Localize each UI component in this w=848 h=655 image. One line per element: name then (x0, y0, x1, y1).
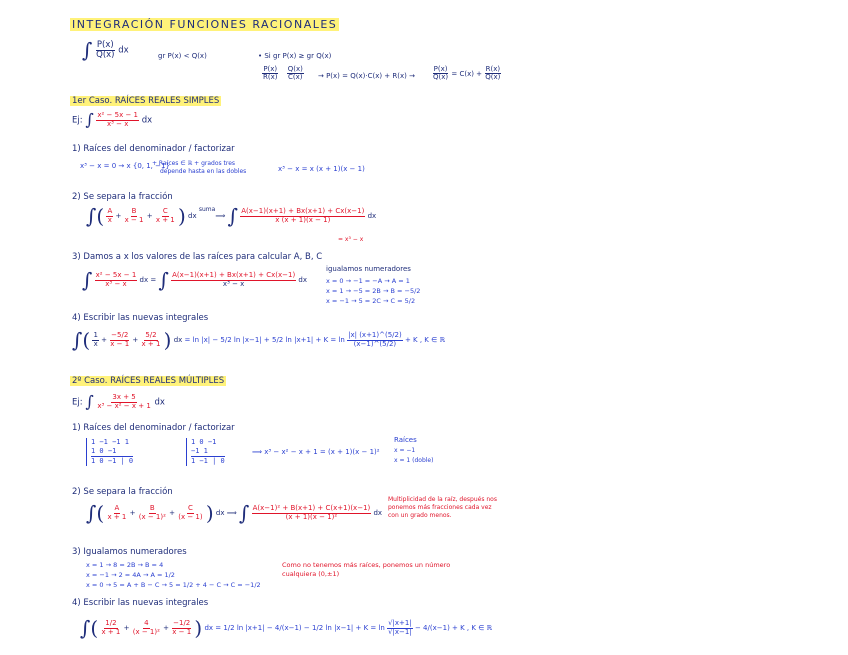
case1-step3: 3) Damos a x los valores de las raíces para calcular A, B, C (72, 252, 323, 262)
case2-step3-r1: x = 1 → 8 = 2B → B = 4 (86, 561, 164, 569)
case2-example: Ej: ∫ $\frac{3x + 5}{\text{x³ − x² − x + 1}}$ dx (72, 392, 165, 411)
case2-step3-note: Como no tenemos más raíces, ponemos un número cualquiera (0,±1) (282, 561, 451, 578)
ruffini-2-row: −1 1 (191, 447, 225, 457)
roots-2: x = 1 (doble) (394, 457, 434, 464)
page-title: INTEGRACIÓN FUNCIONES RACIONALES (72, 18, 338, 31)
intro-integral: ∫ $\frac{P(x)}{Q(x)}$ dx (82, 38, 129, 62)
case1-step4-expr: ∫( $\frac{1}{x}$ + $\frac{-5/2}{x - 1}$ + $\frac{5/2}{x + 1}$ ) dx = ln |x| − 5/2 ln |x−1| + 5/2 ln |x+1| + K = ln $\frac{|x| (x+1)\^{}(5/2)}{(x-1)\^{}(5/2)}$ + K , K ∈ ℝ (72, 328, 445, 352)
case1-step1-fact: x³ − x = x (x + 1)(x − 1) (278, 165, 365, 173)
ruffini-1-row: 1 0 −1 (91, 447, 133, 457)
case1-step3-r3: x = −1 → 5 = 2C → C = 5/2 (326, 297, 416, 305)
case2-step2-expr: ∫( $\frac{A}{x + 1}$ + $\frac{B}{\text{(x − 1)²}}$ + $\frac{C}{(x - 1)}$ ) dx ⟹ ∫ $\frac{\text{A(x−1)² + B(x+1) + C(x+1)(x−1)}}{\text{(x + 1)(x − 1)²}}$ dx (86, 501, 383, 525)
case2-step2-note: Multiplicidad de la raíz, después nos ponemos más fracciones cada vez con un grado menos. (388, 496, 497, 519)
case1-step1: 1) Raíces del denominador / factorizar (72, 144, 235, 154)
ruffini-table-1 (86, 438, 133, 466)
case1-step1-note-a: + Raíces ∈ ℝ + grados tres (152, 160, 236, 167)
case1-step3-expr: ∫ $\frac{\text{x² − 5x − 1}}{\text{x³ − x}}$ dx = ∫ $\frac{A(x-1)(x+1) + Bx(x+1) + Cx(x-1)}{\text{x³ − x}}$ dx (82, 268, 307, 292)
case2-heading: 2º Caso. RAÍCES REALES MÚLTIPLES (72, 376, 225, 386)
intro-identity: → P(x) = Q(x)·C(x) + R(x) → (318, 72, 415, 80)
case1-step2-sub: = x³ − x (338, 236, 364, 243)
case1-step2: 2) Se separa la fracción (72, 192, 173, 202)
case2-step1-fact: ⟹ x³ − x² − x + 1 = (x + 1)(x − 1)² (252, 448, 380, 456)
ruffini-2-row: 1 −1 | 0 (191, 457, 225, 465)
case1-step4: 4) Escribir las nuevas integrales (72, 313, 209, 323)
case2-step2: 2) Se separa la fracción (72, 487, 173, 497)
ruffini-1-row: 1 −1 −1 1 (91, 438, 129, 446)
roots-1: x = −1 (394, 447, 416, 454)
case1-step1-note-b: depende hasta en las dobles (160, 168, 247, 175)
case2-step3-r3: x = 0 → 5 = A + B − C → 5 = 1/2 + 4 − C → C = −1/2 (86, 581, 261, 589)
intro-note-if: • Si gr P(x) ≥ gr Q(x) (258, 52, 332, 60)
case1-step1-eq: x³ − x = 0 → x {0, 1, −1} (80, 162, 170, 170)
case2-step3-r2: x = −1 → 2 = 4A → A = 1/2 (86, 571, 175, 579)
ruffini-table-2 (186, 438, 225, 466)
case2-step1: 1) Raíces del denominador / factorizar (72, 423, 235, 433)
case2-step4: 4) Escribir las nuevas integrales (72, 598, 209, 608)
intro-condition: gr P(x) < Q(x) (158, 52, 207, 60)
ruffini-1-row: 1 0 −1 | 0 (91, 457, 134, 465)
case2-step4-expr: ∫( $\frac{1/2}{x + 1}$ + $\frac{4}{\text{(x − 1)²}}$ + $\frac{-1/2}{x - 1}$ ) dx = 1/2 ln |x+1| − 4/(x−1) − 1/2 ln |x−1| + K = ln $\frac{√|x+1|}{√|x-1|}$ − 4/(x−1) + K , K ∈ ℝ (80, 616, 493, 640)
case1-step2-expr: ∫( $\frac{A}{x}$ + $\frac{B}{x - 1}$ + $\frac{C}{x + 1}$ ) dx suma⟹ ∫ $\frac{A(x-1)(x+1) + Bx(x+1) + Cx(x-1)}{x (x + 1)(x - 1)}$ dx (86, 204, 377, 228)
case1-step3-note: igualamos numeradores (326, 265, 411, 273)
intro-decomp: $\frac{P(x)}{Q(x)}$ = C(x) + $\frac{R(x)}{Q(x)}$ (433, 65, 501, 82)
ruffini-2-row: 1 0 −1 (191, 438, 217, 446)
case1-step3-r2: x = 1 → −5 = 2B → B = −5/2 (326, 287, 421, 295)
case2-step3: 3) Igualamos numeradores (72, 547, 187, 557)
case1-example: Ej: ∫ $\frac{\text{x² − 5x − 1}}{\text{x³ − x}}$ dx (72, 110, 153, 129)
roots-title: Raíces (394, 436, 417, 444)
case1-heading: 1er Caso. RAÍCES REALES SIMPLES (72, 96, 220, 106)
case1-step3-r1: x = 0 → −1 = −A → A = 1 (326, 277, 410, 285)
intro-division: $\frac{P(x)}{R(x)}$ $\frac{Q(x)}{C(x)}$ (263, 65, 303, 82)
